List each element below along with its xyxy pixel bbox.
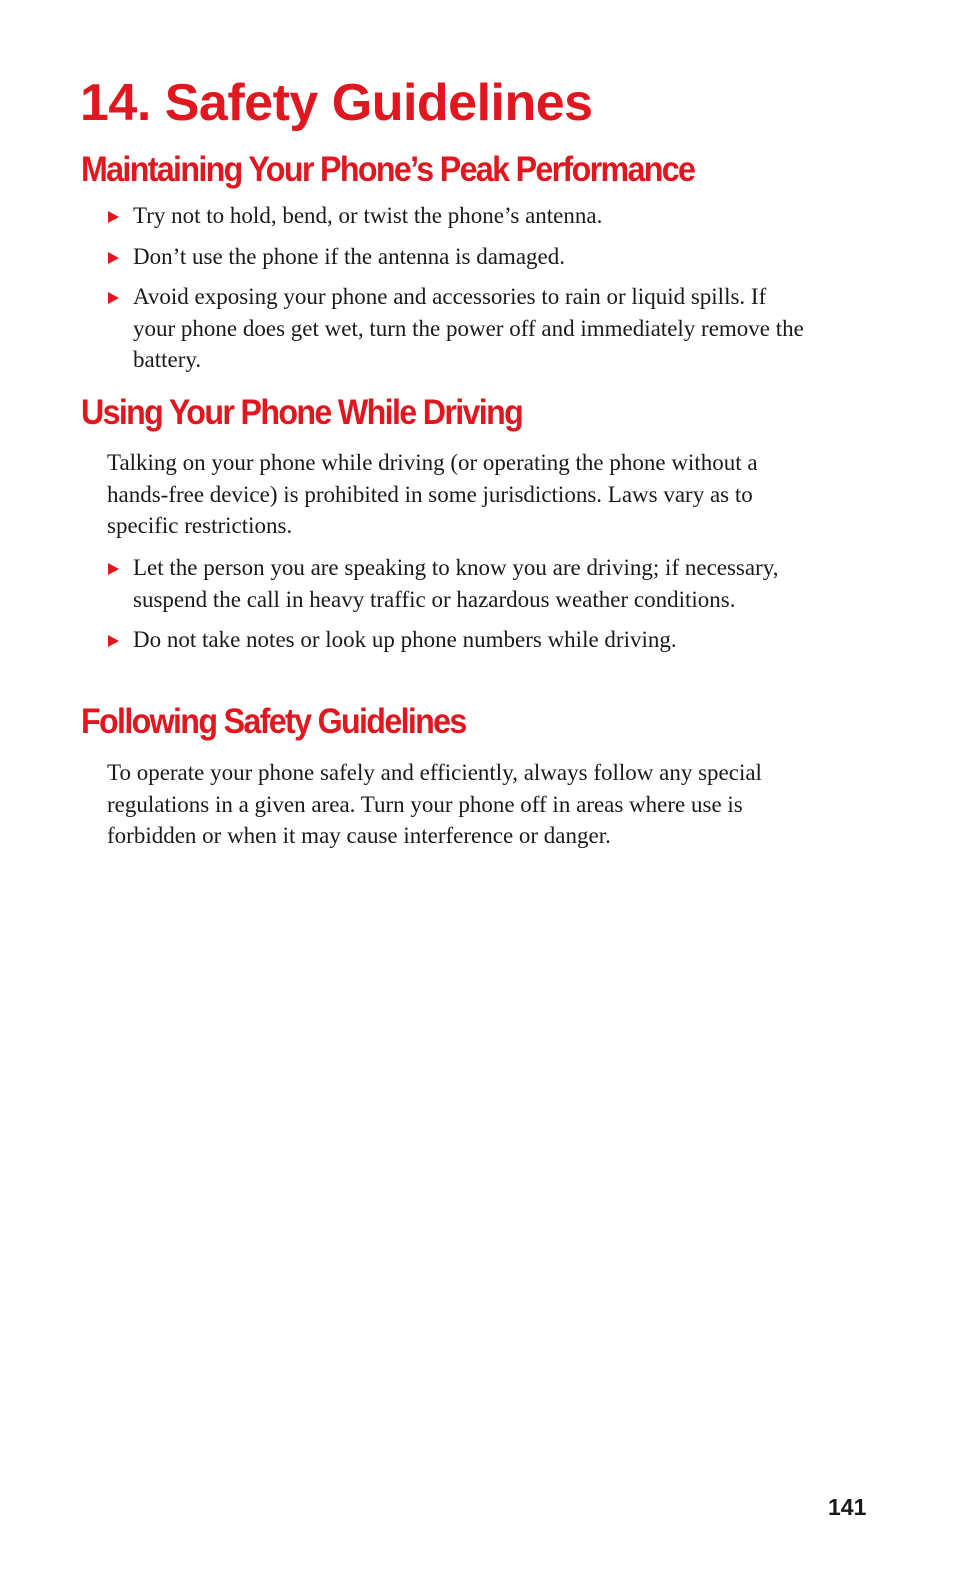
bullet-list-peak-performance	[106, 200, 806, 376]
safety-intro-paragraph: To operate your phone safely and efficiently, always follow any special regulations in a given area. Turn your phone off in areas where use is forbidden or when it may cause interference or danger.	[107, 760, 762, 848]
section-heading-safety: Following Safety Guidelines	[81, 702, 466, 741]
list-item-text: Avoid exposing your phone and accessories to rain or liquid spills. If your phone does get wet, turn the power off and immediately remove the battery.	[133, 284, 804, 372]
triangle-bullet-icon	[108, 563, 119, 575]
page-number: 141	[828, 1494, 867, 1520]
chapter-title: 14. Safety Guidelines	[80, 74, 593, 132]
list-item	[106, 241, 806, 273]
triangle-bullet-icon	[108, 635, 119, 647]
triangle-bullet-icon	[108, 252, 119, 264]
list-item-text: Let the person you are speaking to know you are driving; if necessary, suspend the call in heavy traffic or hazardous weather conditions.	[133, 555, 779, 612]
section-heading-driving: Using Your Phone While Driving	[81, 393, 523, 432]
driving-intro-paragraph: Talking on your phone while driving (or operating the phone without a hands-free device) is prohibited in some jurisdictions. Laws vary as to specific restrictions.	[107, 450, 758, 538]
list-item	[106, 200, 806, 232]
section-heading-peak-performance: Maintaining Your Phone’s Peak Performance	[81, 150, 695, 189]
triangle-bullet-icon	[108, 211, 119, 223]
list-item	[106, 552, 806, 615]
list-item	[106, 624, 806, 656]
list-item-text: Try not to hold, bend, or twist the phone’s antenna.	[133, 203, 603, 228]
list-item-text: Don’t use the phone if the antenna is damaged.	[133, 243, 565, 269]
list-item-text: Do not take notes or look up phone numbers while driving.	[133, 627, 677, 652]
list-item	[106, 281, 806, 376]
triangle-bullet-icon	[108, 292, 119, 304]
bullet-list-driving	[106, 552, 806, 656]
